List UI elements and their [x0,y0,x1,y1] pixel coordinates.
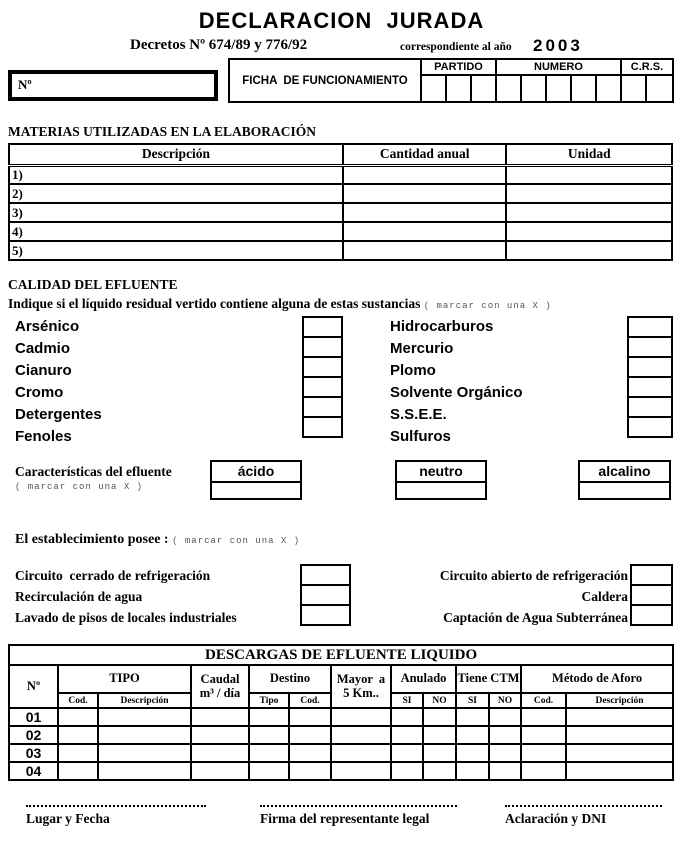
descargas-cell[interactable] [566,708,673,726]
table-row [9,203,672,222]
table-row [9,184,672,203]
form-title: DECLARACION JURADA [198,8,485,33]
descargas-title: DESCARGAS DE EFLUENTE LIQUIDO [9,645,673,665]
caracteristicas-label: Características del efluente [15,464,172,479]
table-row [9,744,673,762]
materias-unidad-cell[interactable] [506,241,672,260]
descargas-col-caudal [191,665,249,708]
posee-checkbox[interactable] [630,604,673,626]
descargas-cell[interactable] [423,708,456,726]
descargas-col-destino: Destino [249,665,331,693]
descargas-cell[interactable] [423,744,456,762]
signature-block-lugar [26,805,206,827]
posee-item-label: Caldera [581,589,628,604]
ficha-grid-cells [422,76,672,101]
descargas-cell[interactable] [391,708,423,726]
substance-checkbox[interactable] [627,316,673,338]
descargas-cell[interactable] [331,762,391,780]
subcol-metodo-cod: Cod. [521,693,566,708]
crs-cell[interactable] [622,76,647,101]
caudal-line2: m³ / día [199,685,241,700]
partido-cell[interactable] [422,76,447,101]
partido-header: PARTIDO [422,60,497,74]
descargas-cell[interactable] [249,726,289,744]
descargas-cell[interactable] [489,762,521,780]
posee-item-label: Circuito abierto de refrigeración [439,568,628,583]
option-box-acido [210,460,302,500]
materias-col-unidad: Unidad [506,144,672,165]
substance-checkbox[interactable] [302,376,343,398]
substance-label: Cromo [15,384,64,401]
posee-checkbox-column-right [630,564,673,626]
materias-cantidad-cell[interactable] [343,203,507,222]
materias-col-descripcion: Descripción [9,144,343,165]
crs-header: C.R.S. [630,61,664,73]
descargas-cell[interactable] [423,762,456,780]
numero-cell[interactable] [497,76,522,101]
materias-col-cantidad: Cantidad anual [343,144,507,165]
signature-label: Firma del representante legal [260,811,430,826]
descargas-cell[interactable] [566,762,673,780]
descargas-cell[interactable] [249,744,289,762]
substance-label: Hidrocarburos [390,318,494,335]
materias-cantidad-cell[interactable] [343,184,507,203]
descargas-cell[interactable] [58,762,98,780]
establecimiento-label [0,532,683,548]
descargas-col-no: Nº [9,665,58,708]
descargas-cell[interactable] [489,708,521,726]
option-label-neutro: neutro [397,462,485,483]
substance-checkbox[interactable] [627,376,673,398]
numero-label: Nº [18,77,32,92]
mark-note: ( marcar con una X ) [15,482,144,492]
descargas-cell[interactable] [58,708,98,726]
descargas-cell[interactable] [58,744,98,762]
calidad-section [0,277,683,448]
descargas-cell[interactable] [289,762,331,780]
substance-checkbox[interactable] [627,336,673,358]
descargas-cell[interactable] [456,708,489,726]
establecimiento-label-text: El establecimiento posee : [15,532,169,547]
partido-cell[interactable] [472,76,497,101]
subcol-destino-tipo: Tipo [249,693,289,708]
posee-checkbox[interactable] [300,564,351,586]
substance-label: Plomo [390,362,436,379]
descargas-cell[interactable] [191,744,249,762]
posee-checkbox[interactable] [300,604,351,626]
materias-heading: MATERIAS UTILIZADAS EN LA ELABORACIÓN [8,124,317,139]
posee-checkbox[interactable] [630,584,673,606]
option-box-neutro [395,460,487,500]
descargas-cell[interactable] [331,708,391,726]
descargas-cell[interactable] [391,744,423,762]
subcol-ctm-si: SI [456,693,489,708]
subcol-anulado-no: NO [423,693,456,708]
descargas-cell[interactable] [566,726,673,744]
descargas-cell[interactable] [331,744,391,762]
substance-label: S.S.E.E. [390,406,447,423]
materias-row-label: 1) [9,165,343,184]
materias-unidad-cell[interactable] [506,184,672,203]
substance-label: Cadmio [15,340,71,357]
ficha-block [228,58,674,103]
descargas-col-anulado: Anulado [391,665,456,693]
ficha-grid [422,60,672,101]
mark-note: ( marcar con una X ) [423,301,552,311]
materias-section [0,124,683,261]
table-row [9,762,673,780]
descargas-table [8,644,674,781]
substance-checkbox[interactable] [302,316,343,338]
table-row [9,222,672,241]
substance-label: Fenoles [15,428,72,445]
subcol-anulado-si: SI [391,693,423,708]
substance-checkbox[interactable] [627,396,673,418]
posee-checkbox-column-left [300,564,351,626]
descargas-cell[interactable] [331,726,391,744]
descargas-section [8,644,683,781]
substance-checkbox[interactable] [302,356,343,378]
numero-cell[interactable] [597,76,622,101]
descargas-cell[interactable] [456,762,489,780]
posee-item-label: Lavado de pisos de locales industriales [15,610,237,625]
posee-item-label: Recirculación de agua [15,589,143,604]
mayor-line1: Mayor a [336,671,386,686]
caudal-line1: Caudal [200,671,240,686]
substance-label: Cianuro [15,362,72,379]
subcol-metodo-desc: Descripción [566,693,673,708]
materias-row-label: 2) [9,184,343,203]
descargas-row-number: 01 [9,708,58,726]
numero-header: NUMERO [497,60,622,74]
ficha-label: FICHA DE FUNCIONAMIENTO [230,60,422,101]
materias-cantidad-cell[interactable] [343,241,507,260]
option-label-acido: ácido [212,462,300,483]
establecimiento-grid [0,564,683,632]
descargas-cell[interactable] [191,708,249,726]
posee-item-label: Circuito cerrado de refrigeración [15,568,211,583]
signature-label: Lugar y Fecha [26,811,110,826]
subcol-tipo-cod: Cod. [58,693,98,708]
materias-row-label: 5) [9,241,343,260]
calidad-instruction [8,296,683,312]
substance-checkbox-column-left [302,316,343,438]
descargas-cell[interactable] [521,744,566,762]
descargas-cell[interactable] [391,726,423,744]
crs-cell[interactable] [647,76,672,101]
substance-label: Detergentes [15,406,102,423]
subcol-destino-cod: Cod. [289,693,331,708]
numero-field[interactable] [8,70,218,101]
materias-table [8,143,673,261]
signature-line[interactable] [26,805,206,809]
descargas-cell[interactable] [58,726,98,744]
decrees-label: Decretos Nº 674/89 y 776/92 [130,37,308,53]
materias-unidad-cell[interactable] [506,222,672,241]
substance-checkbox[interactable] [627,356,673,378]
signature-footer [0,805,683,855]
descargas-cell[interactable] [489,726,521,744]
materias-unidad-cell[interactable] [506,165,672,184]
descargas-cell[interactable] [423,726,456,744]
descargas-cell[interactable] [521,726,566,744]
ficha-grid-header [422,60,672,76]
descargas-cell[interactable] [289,708,331,726]
descargas-cell[interactable] [289,726,331,744]
descargas-row-number: 03 [9,744,58,762]
substances-grid [8,314,683,448]
option-label-alcalino: alcalino [580,462,669,483]
descargas-cell[interactable] [289,744,331,762]
materias-cantidad-cell[interactable] [343,165,507,184]
caracteristicas-section [0,460,683,518]
descargas-cell[interactable] [456,744,489,762]
year-label: correspondiente al año [400,41,512,53]
descargas-cell[interactable] [98,708,191,726]
descargas-cell[interactable] [98,762,191,780]
substance-label: Solvente Orgánico [390,384,523,401]
descargas-cell[interactable] [249,708,289,726]
substance-label: Mercurio [390,340,454,357]
descargas-col-tipo: TIPO [58,665,191,693]
materias-row-label: 4) [9,222,343,241]
descargas-cell[interactable] [191,762,249,780]
substance-checkbox[interactable] [302,336,343,358]
descargas-cell[interactable] [98,744,191,762]
posee-checkbox[interactable] [300,584,351,606]
substance-label: Sulfuros [390,428,451,445]
descargas-cell[interactable] [456,726,489,744]
materias-unidad-cell[interactable] [506,203,672,222]
signature-line[interactable] [260,805,457,809]
table-row [9,708,673,726]
calidad-instruction-text: Indique si el líquido residual vertido contiene alguna de estas sustancias [8,296,421,311]
descargas-cell[interactable] [391,762,423,780]
subcol-tipo-desc: Descripción [98,693,191,708]
signature-line[interactable] [505,805,662,809]
year-value: 2003 [533,36,583,55]
descargas-cell[interactable] [489,744,521,762]
substance-checkbox[interactable] [302,416,343,438]
posee-checkbox[interactable] [630,564,673,586]
numero-cell[interactable] [522,76,547,101]
mark-note: ( marcar con una X ) [172,536,301,546]
substance-checkbox[interactable] [627,416,673,438]
descargas-row-number: 04 [9,762,58,780]
posee-item-label: Captación de Agua Subterránea [443,610,628,625]
materias-cantidad-cell[interactable] [343,222,507,241]
substance-checkbox-column-right [627,316,673,438]
table-row [9,241,672,260]
substance-label: Arsénico [15,318,80,335]
mayor-line2: 5 Km.. [343,685,379,700]
id-row [0,56,683,108]
substance-checkbox[interactable] [302,396,343,418]
descargas-col-metodo: Método de Aforo [521,665,673,693]
descargas-cell[interactable] [521,762,566,780]
descargas-cell[interactable] [566,744,673,762]
descargas-col-mayor [331,665,391,708]
table-row [9,165,672,184]
descargas-cell[interactable] [249,762,289,780]
numero-cell[interactable] [547,76,572,101]
descargas-row-number: 02 [9,726,58,744]
materias-row-label: 3) [9,203,343,222]
option-box-alcalino [578,460,671,500]
subcol-ctm-no: NO [489,693,521,708]
descargas-cell[interactable] [521,708,566,726]
table-row [9,726,673,744]
numero-cell[interactable] [572,76,597,101]
signature-block-aclaracion [505,805,662,827]
descargas-cell[interactable] [98,726,191,744]
partido-cell[interactable] [447,76,472,101]
signature-block-firma [260,805,457,827]
calidad-heading: CALIDAD DEL EFLUENTE [8,277,178,292]
descargas-cell[interactable] [191,726,249,744]
descargas-col-ctm: Tiene CTM [456,665,521,693]
signature-label: Aclaración y DNI [505,811,607,826]
decree-row [0,36,683,56]
